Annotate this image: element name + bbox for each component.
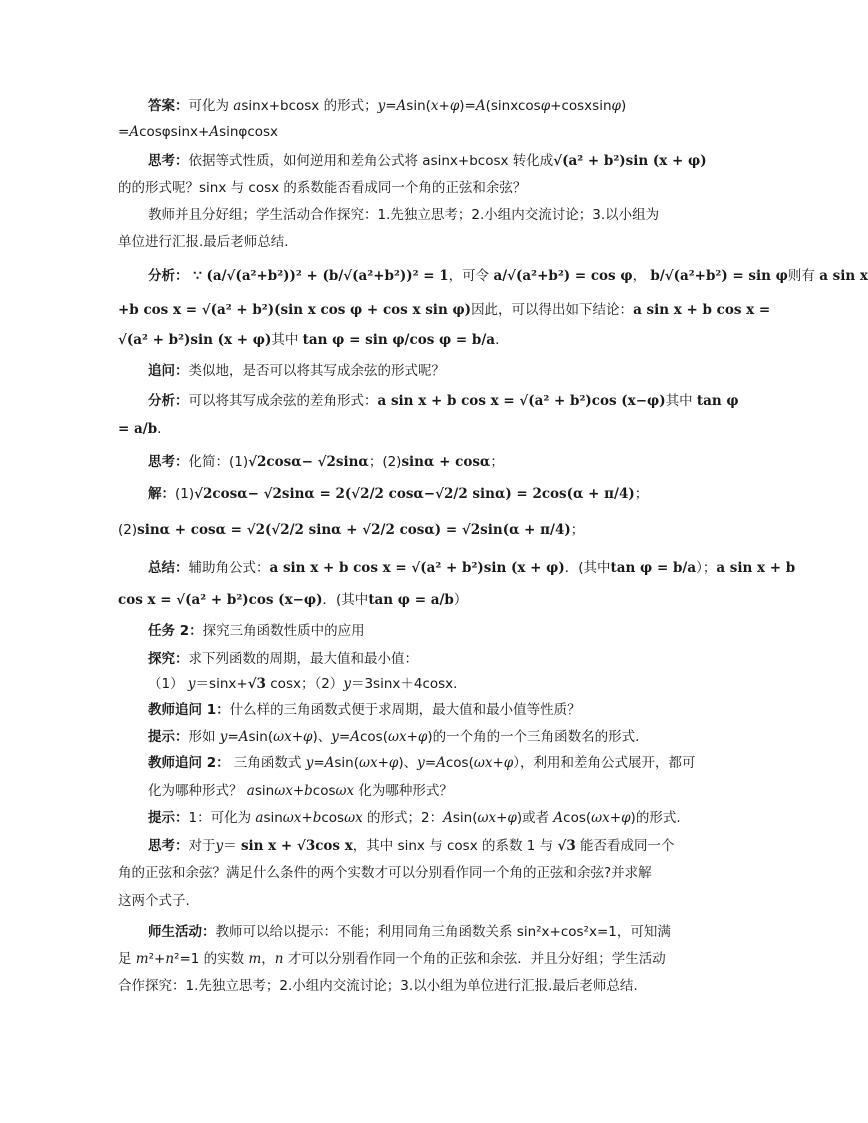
- text-run: 足: [118, 951, 136, 967]
- math-run: A: [396, 98, 407, 114]
- text-run: cos: [312, 783, 336, 799]
- math-run: ωx+φ: [359, 755, 399, 771]
- bold-label: 提示：: [148, 810, 189, 826]
- math-run: A: [324, 755, 335, 771]
- text-run: 的形式；2：: [362, 810, 444, 826]
- text-run: .: [157, 421, 162, 437]
- text-run: sinx+b: [241, 98, 289, 114]
- text-run: 因此，可以得出如下结论：: [471, 302, 634, 318]
- text-run: 这两个式子.: [118, 893, 190, 909]
- text-run: ），利用和差角公式展开，都可: [513, 755, 696, 771]
- text-run: )的一个角的一个三角函数名的形式.: [427, 729, 640, 745]
- text-run: .: [495, 332, 500, 348]
- text-run: sinφcosx: [219, 124, 279, 140]
- text-run: (sinxcos: [485, 98, 541, 114]
- text-run: =: [338, 729, 351, 745]
- text-run: =: [424, 755, 437, 771]
- text-run: sin: [254, 783, 275, 799]
- text-line: [118, 976, 638, 996]
- text-run: 辅助角公式：: [188, 560, 270, 576]
- text-line: [118, 590, 467, 610]
- text-run: +cosxsin: [550, 98, 612, 114]
- bold-label: 提示：: [148, 729, 189, 745]
- text-run: 探究三角函数性质中的应用: [202, 623, 365, 639]
- text-line: [118, 419, 161, 439]
- math-run: a sin x + b cos x =: [633, 302, 771, 318]
- bold-label: 思考：: [148, 838, 189, 854]
- text-run: sin(: [406, 98, 431, 114]
- bold-label: 总结：: [148, 560, 189, 576]
- text-run: 依据等式性质，如何逆用和差角公式将 asinx+bcosx 转化成: [188, 153, 554, 169]
- math-run: ωx: [335, 783, 355, 799]
- math-run: a sin x + b: [716, 560, 796, 576]
- math-run: sinα + cosα = √2(√2/2 sinα + √2/2 cosα) = √2sin(α + π/4): [137, 522, 571, 538]
- math-run: y: [417, 755, 425, 771]
- math-run: A: [129, 124, 140, 140]
- bold-label: 答案：: [148, 98, 189, 114]
- text-run: cosx 的形式；: [288, 98, 378, 114]
- text-run: =: [313, 755, 325, 771]
- text-line: [148, 96, 626, 116]
- text-run: )=: [459, 98, 476, 114]
- text-run: ；: [570, 522, 585, 538]
- math-run: √3: [557, 838, 576, 854]
- text-run: 形如: [188, 729, 220, 745]
- text-run: =: [385, 98, 397, 114]
- text-line: [148, 674, 457, 694]
- math-run: y: [377, 98, 386, 114]
- text-run: ，其中 sinx 与 cosx 的系数 1 与: [352, 838, 558, 854]
- math-run: A: [436, 755, 446, 771]
- bold-label: 思考：: [148, 153, 189, 169]
- text-line: [148, 151, 707, 171]
- math-run: tan φ = b/a: [610, 560, 697, 576]
- text-run: （1）: [148, 676, 188, 692]
- text-run: )或者: [516, 810, 554, 826]
- text-run: 三角函数式: [229, 755, 306, 771]
- math-run: m: [135, 951, 149, 967]
- math-run: ωx: [344, 810, 363, 826]
- text-run: 才可以分别看作同一个角的正弦和余弦．并且分好组；学生活动: [283, 951, 666, 967]
- text-run: ；: [634, 486, 649, 502]
- math-run: cos x = √(a² + b²)cos (x−φ): [118, 592, 323, 608]
- bold-label: 任务 2：: [148, 623, 203, 639]
- math-run: m: [248, 951, 262, 967]
- math-run: +b cos x = √(a² + b²)(sin x cos φ + cos x sin φ): [118, 302, 472, 318]
- text-line: [118, 330, 499, 350]
- math-run: ωx+b: [282, 810, 322, 826]
- math-run: sin x + √3cos x: [240, 838, 353, 854]
- math-run: A: [553, 810, 564, 826]
- text-line: [148, 649, 418, 669]
- text-run: ，: [261, 951, 275, 967]
- text-run: 合作探究：1.先独立思考；2.小组内交流讨论；3.以小组为单位进行汇报.最后老师总结.: [118, 978, 638, 994]
- math-run: √3: [247, 676, 266, 692]
- math-run: φ: [540, 98, 551, 114]
- text-line: [118, 178, 526, 198]
- text-line: [118, 122, 278, 142]
- math-run: y: [343, 676, 351, 692]
- math-run: a sin x: [819, 268, 868, 284]
- math-run: a: [246, 783, 255, 799]
- text-line: [148, 558, 795, 578]
- text-run: 化为哪种形式？: [148, 783, 247, 799]
- bold-label: 教师追问 1：: [148, 702, 230, 718]
- math-run: sinα + cosα: [401, 454, 491, 470]
- math-run: y: [215, 838, 224, 854]
- text-run: 教师并且分好组；学生活动合作探究：1.先独立思考；2.小组内交流讨论；3.以小组为: [148, 207, 660, 223]
- text-run: 对于: [188, 838, 216, 854]
- text-run: 化为哪种形式？: [354, 783, 453, 799]
- math-run: y: [305, 755, 314, 771]
- text-run: ，可令: [448, 268, 494, 284]
- math-run: φ: [449, 98, 460, 114]
- text-line: [118, 949, 666, 969]
- math-run: ωx+φ: [387, 729, 428, 745]
- text-run: 单位进行汇报.最后老师总结.: [118, 234, 289, 250]
- text-run: )、: [398, 755, 418, 771]
- math-run: ωx+φ: [473, 755, 514, 771]
- math-run: A: [443, 810, 453, 826]
- text-run: =: [227, 729, 239, 745]
- math-run: φ: [611, 98, 621, 114]
- math-run: ωx+φ: [591, 810, 631, 826]
- text-run: 1：可化为: [188, 810, 256, 826]
- math-run: tan φ = a/b: [368, 592, 454, 608]
- text-run: +: [438, 98, 450, 114]
- text-run: 角的正弦和余弦？满足什么条件的两个实数才可以分别看作同一个角的正弦和余弦?并求解: [118, 865, 652, 881]
- text-run: =: [118, 124, 130, 140]
- math-run: a: [233, 98, 242, 114]
- text-run: ；: [490, 454, 504, 470]
- text-line: [148, 266, 868, 286]
- math-run: n: [274, 951, 284, 967]
- text-run: sin: [263, 810, 283, 826]
- math-run: ωx+φ: [273, 729, 313, 745]
- text-run: cos: [321, 810, 345, 826]
- text-run: sin(: [248, 729, 274, 745]
- math-run: A: [238, 729, 249, 745]
- text-run: cosx；（2）: [265, 676, 344, 692]
- text-run: sin(: [334, 755, 359, 771]
- text-run: ): [620, 98, 627, 114]
- math-run: tan φ: [696, 393, 739, 409]
- text-run: 的的形式呢？sinx 与 cosx 的系数能否看成同一个角的正弦和余弦？: [118, 180, 527, 196]
- text-line: [148, 621, 365, 641]
- math-run: √2cosα− √2sinα = 2(√2/2 cosα−√2/2 sinα) = 2cos(α + π/4): [194, 486, 635, 502]
- bold-label: 分析：: [148, 268, 189, 284]
- text-line: [148, 808, 681, 828]
- text-run: 化简：(1): [188, 454, 249, 470]
- text-run: cos(: [563, 810, 592, 826]
- math-run: b/√(a²+b²) = sin φ: [650, 268, 788, 284]
- text-line: [148, 781, 453, 801]
- math-run: y: [331, 729, 339, 745]
- text-run: 其中: [665, 393, 697, 409]
- text-line: [118, 520, 584, 540]
- math-run: = a/b: [118, 421, 158, 437]
- text-line: [148, 700, 581, 720]
- text-run: 什么样的三角函数式便于求周期，最大值和最小值等性质？: [229, 702, 581, 718]
- text-line: [148, 922, 671, 942]
- math-run: ∵ (a/√(a²+b²))² + (b/√(a²+b²))² = 1: [188, 268, 449, 284]
- text-run: (2): [118, 522, 138, 538]
- math-run: a/√(a²+b²) = cos φ: [493, 268, 633, 284]
- math-run: n: [165, 951, 175, 967]
- math-run: ωx+b: [274, 783, 313, 799]
- math-run: a sin x + b cos x = √(a² + b²)sin (x + φ): [269, 560, 565, 576]
- math-run: y: [187, 676, 196, 692]
- text-run: )、: [312, 729, 332, 745]
- text-line: [148, 836, 675, 856]
- text-run: 可以将其写成余弦的差角形式：: [188, 393, 378, 409]
- math-run: √(a² + b²)sin (x + φ): [118, 332, 272, 348]
- text-run: ，: [632, 268, 651, 284]
- text-line: [148, 484, 648, 504]
- text-run: cosφsinx+: [139, 124, 210, 140]
- text-run: ＝sinx+: [195, 676, 248, 692]
- text-run: 可化为: [188, 98, 234, 114]
- text-run: 则有: [787, 268, 820, 284]
- text-run: ²=1 的实数: [174, 951, 249, 967]
- text-run: 能否看成同一个: [575, 838, 675, 854]
- math-run: A: [350, 729, 360, 745]
- bold-label: 思考：: [148, 454, 189, 470]
- bold-label: 追问：: [148, 363, 189, 379]
- text-line: [148, 391, 739, 411]
- text-line: [148, 727, 639, 747]
- math-run: a sin x + b cos x = √(a² + b²)cos (x−φ): [377, 393, 666, 409]
- math-run: x: [430, 98, 439, 114]
- math-run: A: [209, 124, 220, 140]
- math-run: √(a² + b²)sin (x + φ): [553, 153, 707, 169]
- math-run: A: [475, 98, 486, 114]
- text-line: [148, 205, 659, 225]
- text-line: [118, 300, 770, 320]
- text-line: [148, 361, 445, 381]
- bold-label: 分析：: [148, 393, 189, 409]
- bold-label: 教师追问 2：: [148, 755, 230, 771]
- math-run: ωx+φ: [477, 810, 517, 826]
- bold-label: 师生活动：: [148, 924, 216, 940]
- text-line: [148, 452, 504, 472]
- text-run: ²+: [148, 951, 166, 967]
- text-run: cos(: [359, 729, 388, 745]
- text-run: cos(: [445, 755, 474, 771]
- text-run: ＝: [223, 838, 241, 854]
- text-line: [148, 753, 696, 773]
- text-run: (1): [175, 486, 195, 502]
- text-run: 其中: [271, 332, 303, 348]
- text-line: [118, 863, 652, 883]
- text-line: [118, 891, 190, 911]
- text-line: [118, 232, 289, 252]
- bold-label: 探究：: [148, 651, 189, 667]
- math-run: tan φ = sin φ/cos φ = b/a: [302, 332, 496, 348]
- text-run: sin(: [452, 810, 478, 826]
- math-run: √2cosα− √2sinα: [248, 454, 369, 470]
- text-run: 求下列函数的周期，最大值和最小值：: [188, 651, 418, 667]
- text-run: )的形式.: [630, 810, 681, 826]
- math-run: y: [219, 729, 228, 745]
- text-run: ）；: [696, 560, 717, 576]
- bold-label: 解：: [148, 486, 175, 502]
- text-run: ）: [453, 592, 468, 608]
- text-run: 类似地，是否可以将其写成余弦的形式呢？: [188, 363, 445, 379]
- text-run: ．(其中: [564, 560, 611, 576]
- math-run: a: [255, 810, 264, 826]
- text-run: ．(其中: [322, 592, 369, 608]
- text-run: ＝3sinx＋4cosx.: [350, 676, 458, 692]
- text-run: ；(2): [368, 454, 402, 470]
- text-run: 教师可以给以提示：不能；利用同角三角函数关系 sin²x+cos²x=1，可知满: [215, 924, 671, 940]
